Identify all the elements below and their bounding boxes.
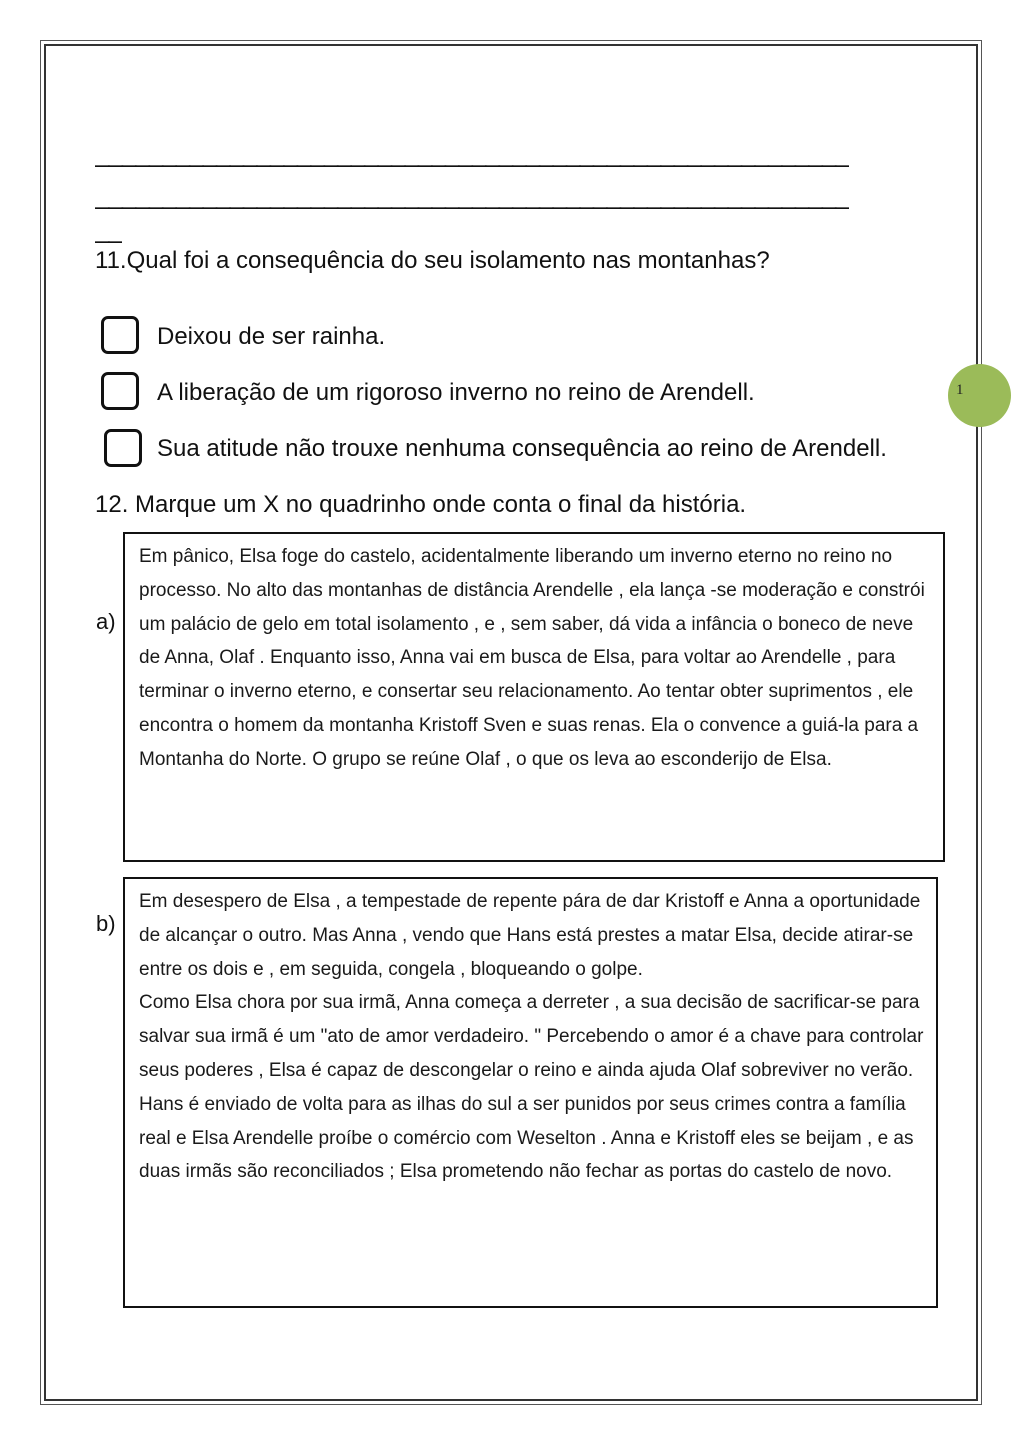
answer-line-3: __ <box>95 214 122 244</box>
story-b-label: b) <box>96 911 116 936</box>
page-number-badge <box>948 364 1011 427</box>
page-number: 1 <box>956 382 964 398</box>
story-b-box[interactable] <box>123 877 938 1308</box>
story-a-box[interactable] <box>123 532 945 862</box>
story-a-text: Em pânico, Elsa foge do castelo, acidentalmente liberando um inverno eterno no reino no processo. No alto das montanhas de distância Arendelle , ela lança -se moderação e constrói um palácio de gelo em total isolamento , e , sem saber, dá vida a infância o boneco de neve de Anna, Olaf . Enquanto isso, Anna vai em busca de Elsa, para voltar ao Arendelle , para terminar o inverno eterno, e consertar seu relacionamento. Ao tentar obter suprimentos , ele encontra o homem da montanha Kristoff Sven e suas renas. Ela o convence a guiá-la para a Montanha do Norte. O grupo se reúne Olaf , o que os leva ao esconderijo de Elsa. <box>139 546 925 770</box>
story-a-label: a) <box>96 609 116 634</box>
question-12: 12. Marque um X no quadrinho onde conta o final da história. <box>95 491 747 518</box>
question-11: 11.Qual foi a consequência do seu isolamento nas montanhas? <box>95 247 770 274</box>
checkbox-option-3[interactable] <box>104 429 142 467</box>
option-3-label: Sua atitude não trouxe nenhuma consequência ao reino de Arendell. <box>157 435 887 462</box>
option-2-label: A liberação de um rigoroso inverno no reino de Arendell. <box>157 379 755 406</box>
checkbox-option-2[interactable] <box>101 372 139 410</box>
checkbox-option-1[interactable] <box>101 316 139 354</box>
story-b-paragraph-2: Como Elsa chora por sua irmã, Anna começa a derreter , a sua decisão de sacrificar-se para salvar sua irmã é um "ato de amor verdadeiro. " Percebendo o amor é a chave para controlar seus poderes , Elsa é capaz de descongelar o reino e ainda ajuda Olaf sobreviver no verão. Hans é enviado de volta para as ilhas do sul a ser punidos por seus crimes contra a família real e Elsa Arendelle proíbe o comércio com Weselton . Anna e Kristoff eles se beijam , e as duas irmãs são reconciliados ; Elsa prometendo não fechar as portas do castelo de novo. <box>139 992 924 1183</box>
answer-line-1: ________________________________________________________ <box>95 138 849 168</box>
option-1-label: Deixou de ser rainha. <box>157 323 386 350</box>
answer-line-2: ________________________________________________________ <box>95 180 849 210</box>
story-b-paragraph-1: Em desespero de Elsa , a tempestade de repente pára de dar Kristoff e Anna a oportunidade de alcançar o outro. Mas Anna , vendo que Hans está prestes a matar Elsa, decide atirar-se entre os dois e , em seguida, congela , bloqueando o golpe. <box>139 891 921 980</box>
